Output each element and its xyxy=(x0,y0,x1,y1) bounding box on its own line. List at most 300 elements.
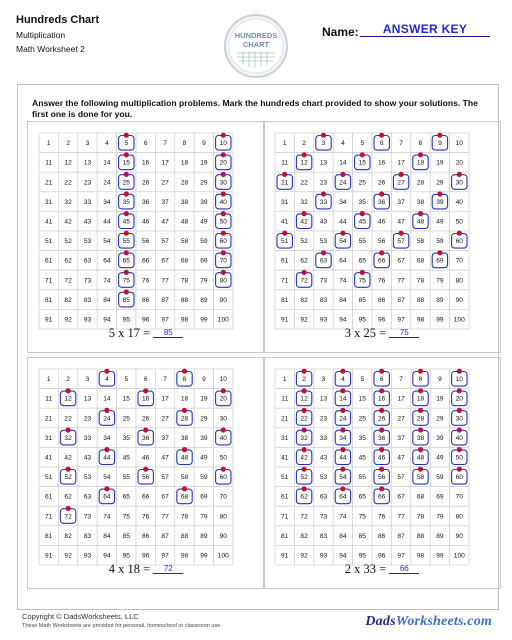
chart-number: 40 xyxy=(219,198,227,206)
chart-number: 20 xyxy=(455,159,463,167)
hop-dot-mark xyxy=(302,467,307,472)
chart-number: 16 xyxy=(378,395,386,403)
chart-number: 65 xyxy=(122,493,130,501)
chart-number: 50 xyxy=(219,454,227,462)
chart-number: 31 xyxy=(45,198,53,206)
chart-number: 8 xyxy=(418,140,423,148)
chart-number: 72 xyxy=(300,277,308,285)
chart-number: 21 xyxy=(45,179,53,187)
hop-dot-mark xyxy=(124,172,129,177)
chart-number: 16 xyxy=(142,395,150,403)
chart-number: 31 xyxy=(281,198,289,206)
chart-number: 73 xyxy=(319,513,328,521)
hop-dot-mark xyxy=(302,369,307,374)
problem-1-text: 5 x 17 = xyxy=(108,326,151,340)
chart-number: 9 xyxy=(438,140,442,148)
chart-number: 76 xyxy=(142,513,150,521)
chart-number: 5 xyxy=(124,376,129,384)
chart-number: 22 xyxy=(64,179,72,187)
chart-number: 62 xyxy=(64,493,72,501)
chart-number: 61 xyxy=(45,257,53,265)
chart-number: 70 xyxy=(219,493,227,501)
chart-number: 87 xyxy=(397,532,405,540)
chart-number: 75 xyxy=(358,277,366,285)
chart-number: 82 xyxy=(64,532,72,540)
hop-dot-mark xyxy=(321,250,326,255)
hundreds-chart-logo xyxy=(223,13,289,79)
hop-dot-mark xyxy=(340,427,345,432)
chart-number: 98 xyxy=(180,316,189,324)
chart-number: 4 xyxy=(105,376,109,384)
chart-number: 81 xyxy=(281,296,289,304)
chart-number: 94 xyxy=(103,552,111,560)
chart-number: 24 xyxy=(103,415,111,423)
chart-number: 97 xyxy=(397,552,405,560)
chart-number: 10 xyxy=(219,376,227,384)
chart-number: 85 xyxy=(122,532,130,540)
chart-number: 51 xyxy=(45,474,53,482)
chart-number: 58 xyxy=(180,238,189,246)
chart-number: 42 xyxy=(300,454,308,462)
hop-dot-mark xyxy=(124,152,129,157)
chart-number: 87 xyxy=(161,296,169,304)
hop-dot-mark xyxy=(124,289,129,294)
chart-number: 70 xyxy=(219,257,227,265)
chart-number: 95 xyxy=(122,316,130,324)
hop-dot-mark xyxy=(302,388,307,393)
chart-number: 7 xyxy=(399,376,403,384)
chart-number: 67 xyxy=(161,257,169,265)
chart-number: 91 xyxy=(45,316,53,324)
hop-dot-mark xyxy=(418,467,423,472)
problem-1-answer[interactable]: 85 xyxy=(153,328,183,338)
chart-number: 96 xyxy=(142,552,150,560)
chart-number: 55 xyxy=(358,474,366,482)
chart-number: 99 xyxy=(436,552,444,560)
chart-number: 41 xyxy=(281,454,289,462)
chart-number: 93 xyxy=(83,316,92,324)
chart-number: 92 xyxy=(64,316,72,324)
chart-number: 23 xyxy=(83,415,92,423)
chart-number: 29 xyxy=(200,179,208,187)
chart-number: 98 xyxy=(416,316,425,324)
chart-number: 35 xyxy=(122,198,130,206)
chart-number: 92 xyxy=(300,552,308,560)
chart-number: 13 xyxy=(83,159,92,167)
chart-number: 91 xyxy=(281,552,289,560)
chart-number: 58 xyxy=(180,474,189,482)
chart-number: 6 xyxy=(143,376,148,384)
chart-number: 48 xyxy=(416,218,425,226)
chart-number: 93 xyxy=(319,552,328,560)
chart-number: 98 xyxy=(416,552,425,560)
chart-number: 55 xyxy=(122,474,130,482)
chart-number: 21 xyxy=(281,415,289,423)
chart-number: 52 xyxy=(300,474,308,482)
chart-number: 16 xyxy=(378,159,386,167)
hop-dot-mark xyxy=(340,172,345,177)
chart-number: 77 xyxy=(397,277,405,285)
hop-dot-mark xyxy=(340,388,345,393)
chart-number: 35 xyxy=(122,434,130,442)
chart-number: 13 xyxy=(83,395,92,403)
chart-number: 93 xyxy=(83,552,92,560)
chart-number: 37 xyxy=(397,198,405,206)
chart-number: 61 xyxy=(281,257,289,265)
chart-number: 75 xyxy=(122,277,130,285)
chart-number: 45 xyxy=(358,218,366,226)
chart-number: 24 xyxy=(339,179,347,187)
chart-number: 76 xyxy=(142,277,150,285)
chart-number: 46 xyxy=(378,454,386,462)
hop-dot-mark xyxy=(321,191,326,196)
chart-number: 50 xyxy=(455,218,463,226)
chart-number: 85 xyxy=(358,532,366,540)
chart-number: 52 xyxy=(300,238,308,246)
chart-number: 14 xyxy=(339,395,347,403)
chart-number: 53 xyxy=(83,238,92,246)
chart-number: 60 xyxy=(455,238,463,246)
chart-number: 36 xyxy=(142,434,150,442)
chart-number: 59 xyxy=(200,238,208,246)
chart-number: 32 xyxy=(64,198,72,206)
chart-number: 83 xyxy=(83,532,92,540)
chart-number: 3 xyxy=(85,376,90,384)
chart-number: 50 xyxy=(219,218,227,226)
hop-dot-mark xyxy=(124,250,129,255)
chart-number: 81 xyxy=(45,532,53,540)
chart-number: 17 xyxy=(397,395,405,403)
chart-number: 39 xyxy=(200,434,208,442)
hop-dot-mark xyxy=(182,447,187,452)
chart-number: 36 xyxy=(378,198,386,206)
chart-number: 63 xyxy=(319,493,328,501)
chart-number: 30 xyxy=(455,179,463,187)
chart-number: 82 xyxy=(300,532,308,540)
hop-dot-mark xyxy=(143,388,148,393)
chart-number: 43 xyxy=(319,218,328,226)
chart-number: 71 xyxy=(281,277,289,285)
hop-dot-mark xyxy=(379,369,384,374)
chart-number: 89 xyxy=(200,296,208,304)
chart-number: 83 xyxy=(83,296,92,304)
hop-dot-mark xyxy=(418,447,423,452)
hundreds-chart-2 xyxy=(264,122,500,352)
hop-dot-mark xyxy=(302,270,307,275)
chart-number: 30 xyxy=(219,179,227,187)
hop-dot-mark xyxy=(418,427,423,432)
chart-number: 9 xyxy=(202,140,206,148)
chart-number: 11 xyxy=(281,159,289,167)
chart-number: 1 xyxy=(46,140,51,148)
chart-number: 12 xyxy=(300,159,308,167)
chart-number: 60 xyxy=(219,238,227,246)
chart-number: 80 xyxy=(219,513,227,521)
chart-number: 60 xyxy=(219,474,227,482)
hop-dot-mark xyxy=(182,408,187,413)
chart-number: 36 xyxy=(378,434,386,442)
chart-number: 99 xyxy=(436,316,444,324)
chart-number: 11 xyxy=(281,395,289,403)
problem-2-answer[interactable]: 75 xyxy=(389,328,419,338)
chart-number: 69 xyxy=(436,257,444,265)
chart-number: 64 xyxy=(103,257,111,265)
chart-number: 90 xyxy=(219,296,227,304)
hop-dot-mark xyxy=(221,191,226,196)
hop-dot-mark xyxy=(66,467,71,472)
chart-number: 92 xyxy=(300,316,308,324)
chart-number: 24 xyxy=(339,415,347,423)
chart-number: 91 xyxy=(45,552,53,560)
problem-panel-2 xyxy=(263,121,501,353)
chart-number: 62 xyxy=(64,257,72,265)
chart-number: 64 xyxy=(339,493,347,501)
hop-dot-mark xyxy=(221,250,226,255)
chart-number: 68 xyxy=(416,257,425,265)
chart-number: 59 xyxy=(436,238,444,246)
chart-number: 77 xyxy=(161,513,169,521)
chart-number: 14 xyxy=(339,159,347,167)
chart-number: 80 xyxy=(455,277,463,285)
chart-number: 51 xyxy=(45,238,53,246)
chart-number: 25 xyxy=(122,415,130,423)
chart-number: 68 xyxy=(180,493,189,501)
chart-number: 12 xyxy=(300,395,308,403)
chart-number: 84 xyxy=(339,532,347,540)
chart-number: 69 xyxy=(200,493,208,501)
hop-dot-mark xyxy=(418,211,423,216)
hop-dot-mark xyxy=(221,388,226,393)
chart-number: 56 xyxy=(142,474,150,482)
hop-dot-mark xyxy=(418,388,423,393)
chart-number: 46 xyxy=(142,218,150,226)
chart-number: 88 xyxy=(416,532,425,540)
chart-number: 43 xyxy=(83,454,92,462)
brand-part-b: Worksheets.com xyxy=(395,614,492,629)
chart-number: 63 xyxy=(83,257,92,265)
chart-number: 23 xyxy=(319,179,328,187)
chart-number: 22 xyxy=(64,415,72,423)
brand-logo[interactable] xyxy=(365,614,492,630)
chart-number: 95 xyxy=(358,552,366,560)
chart-number: 51 xyxy=(281,474,289,482)
hop-dot-mark xyxy=(360,211,365,216)
chart-number: 78 xyxy=(416,513,425,521)
chart-number: 48 xyxy=(180,218,189,226)
chart-number: 69 xyxy=(436,493,444,501)
chart-number: 44 xyxy=(339,218,347,226)
name-field[interactable] xyxy=(360,36,490,37)
chart-number: 32 xyxy=(300,198,308,206)
chart-number: 59 xyxy=(200,474,208,482)
problem-4-text: 2 x 33 = xyxy=(344,562,387,576)
chart-number: 12 xyxy=(64,159,72,167)
chart-number: 96 xyxy=(378,316,386,324)
hop-dot-mark xyxy=(124,133,129,138)
chart-number: 18 xyxy=(416,395,425,403)
chart-number: 58 xyxy=(416,238,425,246)
chart-number: 47 xyxy=(397,454,405,462)
chart-number: 65 xyxy=(122,257,130,265)
chart-number: 78 xyxy=(180,513,189,521)
chart-number: 61 xyxy=(281,493,289,501)
chart-number: 74 xyxy=(339,277,347,285)
chart-number: 53 xyxy=(319,238,328,246)
chart-number: 86 xyxy=(378,532,386,540)
hop-dot-mark xyxy=(437,250,442,255)
hop-dot-mark xyxy=(379,447,384,452)
chart-number: 63 xyxy=(83,493,92,501)
chart-number: 65 xyxy=(358,493,366,501)
chart-number: 17 xyxy=(161,159,169,167)
chart-number: 1 xyxy=(282,376,287,384)
chart-number: 79 xyxy=(200,277,208,285)
chart-number: 48 xyxy=(416,454,425,462)
chart-number: 1 xyxy=(282,140,287,148)
chart-number: 33 xyxy=(83,198,92,206)
chart-number: 79 xyxy=(436,277,444,285)
chart-number: 99 xyxy=(200,316,208,324)
hop-dot-mark xyxy=(282,231,287,236)
chart-number: 19 xyxy=(436,159,444,167)
chart-number: 62 xyxy=(300,257,308,265)
chart-number: 72 xyxy=(64,277,72,285)
chart-number: 48 xyxy=(180,454,189,462)
hop-dot-mark xyxy=(379,467,384,472)
chart-number: 18 xyxy=(416,159,425,167)
chart-number: 81 xyxy=(45,296,53,304)
hop-dot-mark xyxy=(302,152,307,157)
chart-number: 56 xyxy=(378,474,386,482)
chart-number: 81 xyxy=(281,532,289,540)
chart-number: 90 xyxy=(455,532,463,540)
hop-dot-mark xyxy=(221,231,226,236)
chart-number: 46 xyxy=(142,454,150,462)
chart-number: 3 xyxy=(85,140,90,148)
hop-dot-mark xyxy=(379,250,384,255)
hop-dot-mark xyxy=(66,388,71,393)
chart-number: 41 xyxy=(281,218,289,226)
problem-3-answer[interactable]: 72 xyxy=(153,564,183,574)
hop-dot-mark xyxy=(302,447,307,452)
chart-number: 98 xyxy=(180,552,189,560)
chart-number: 15 xyxy=(358,395,366,403)
chart-number: 27 xyxy=(397,415,405,423)
chart-number: 38 xyxy=(416,198,425,206)
chart-number: 15 xyxy=(358,159,366,167)
chart-number: 7 xyxy=(399,140,403,148)
chart-number: 14 xyxy=(103,395,111,403)
problem-panel-1 xyxy=(27,121,265,353)
chart-number: 75 xyxy=(122,513,130,521)
chart-number: 78 xyxy=(416,277,425,285)
chart-number: 73 xyxy=(319,277,328,285)
hop-dot-mark xyxy=(221,211,226,216)
chart-number: 49 xyxy=(436,454,444,462)
hop-dot-mark xyxy=(379,388,384,393)
hop-dot-mark xyxy=(340,467,345,472)
chart-number: 64 xyxy=(103,493,111,501)
problem-4-answer[interactable]: 66 xyxy=(389,564,419,574)
chart-number: 20 xyxy=(219,159,227,167)
chart-number: 47 xyxy=(161,454,169,462)
chart-number: 16 xyxy=(142,159,150,167)
chart-number: 83 xyxy=(319,532,328,540)
chart-number: 32 xyxy=(300,434,308,442)
hop-dot-mark xyxy=(221,427,226,432)
chart-number: 58 xyxy=(416,474,425,482)
chart-number: 82 xyxy=(64,296,72,304)
chart-number: 5 xyxy=(360,140,365,148)
chart-number: 21 xyxy=(45,415,53,423)
chart-number: 99 xyxy=(200,552,208,560)
chart-number: 17 xyxy=(161,395,169,403)
chart-number: 8 xyxy=(418,376,423,384)
chart-number: 54 xyxy=(103,238,111,246)
brand-part-a: Dads xyxy=(365,614,396,629)
chart-number: 54 xyxy=(339,238,347,246)
chart-number: 8 xyxy=(182,376,187,384)
chart-number: 27 xyxy=(161,415,169,423)
chart-number: 94 xyxy=(339,552,347,560)
hop-dot-mark xyxy=(379,133,384,138)
chart-number: 86 xyxy=(142,532,150,540)
chart-number: 19 xyxy=(436,395,444,403)
chart-number: 66 xyxy=(142,257,150,265)
hop-dot-mark xyxy=(66,506,71,511)
chart-number: 92 xyxy=(64,552,72,560)
chart-number: 56 xyxy=(142,238,150,246)
chart-number: 28 xyxy=(180,415,189,423)
chart-number: 39 xyxy=(436,434,444,442)
chart-number: 75 xyxy=(358,513,366,521)
hop-dot-mark xyxy=(104,369,109,374)
hop-dot-mark xyxy=(221,133,226,138)
chart-number: 43 xyxy=(319,454,328,462)
hop-dot-mark xyxy=(418,408,423,413)
chart-number: 52 xyxy=(64,474,72,482)
chart-number: 66 xyxy=(378,257,386,265)
worksheet-title: Hundreds Chart xyxy=(16,14,100,26)
hop-dot-mark xyxy=(360,270,365,275)
hop-dot-mark xyxy=(360,152,365,157)
chart-number: 71 xyxy=(281,513,289,521)
chart-number: 39 xyxy=(436,198,444,206)
chart-number: 44 xyxy=(103,218,111,226)
chart-number: 12 xyxy=(64,395,72,403)
chart-number: 26 xyxy=(378,415,386,423)
chart-number: 76 xyxy=(378,277,386,285)
chart-number: 89 xyxy=(436,532,444,540)
chart-number: 63 xyxy=(319,257,328,265)
chart-number: 84 xyxy=(103,532,111,540)
chart-number: 26 xyxy=(142,179,150,187)
chart-number: 55 xyxy=(358,238,366,246)
problem-panel-3 xyxy=(27,357,265,589)
chart-number: 60 xyxy=(455,474,463,482)
chart-number: 85 xyxy=(122,296,130,304)
hop-dot-mark xyxy=(340,369,345,374)
chart-number: 4 xyxy=(341,140,345,148)
chart-number: 22 xyxy=(300,415,308,423)
chart-number: 49 xyxy=(200,218,208,226)
chart-number: 28 xyxy=(416,179,425,187)
chart-number: 2 xyxy=(302,140,306,148)
chart-number: 20 xyxy=(455,395,463,403)
hop-dot-mark xyxy=(457,172,462,177)
logo-text-line2: CHART xyxy=(242,40,270,49)
chart-number: 2 xyxy=(66,140,70,148)
